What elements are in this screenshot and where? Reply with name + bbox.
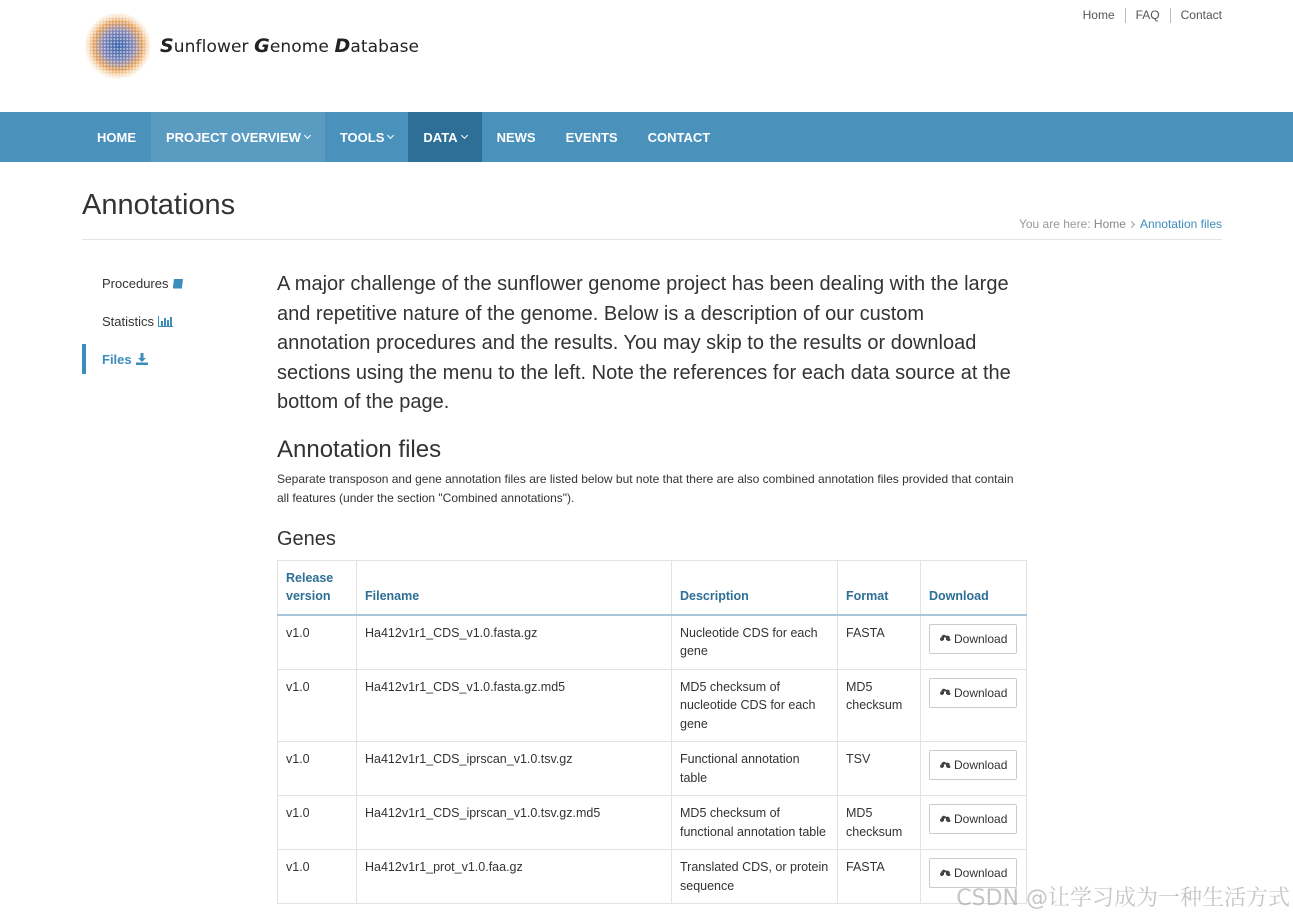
nav-project-overview[interactable]: PROJECT OVERVIEW <box>151 112 325 162</box>
main-nav <box>82 112 725 162</box>
download-icon <box>136 353 148 365</box>
breadcrumb-current[interactable]: Annotation files <box>1139 217 1222 231</box>
breadcrumb <box>1019 217 1222 231</box>
book-icon <box>172 278 184 289</box>
cell-format: MD5 checksum <box>838 796 921 850</box>
main-navbar <box>0 112 1293 162</box>
download-button-label: Download <box>954 812 1008 826</box>
chevron-down-icon <box>304 131 311 138</box>
cloud-download-icon <box>939 633 951 644</box>
cloud-download-icon <box>939 814 951 825</box>
cell-release-version: v1.0 <box>278 615 357 670</box>
bar-chart-icon <box>158 316 173 327</box>
cloud-download-icon <box>939 687 951 698</box>
table-row <box>278 742 1027 796</box>
table-row <box>278 850 1027 904</box>
nav-tools[interactable]: TOOLS <box>325 112 409 162</box>
nav-news[interactable]: NEWS <box>496 129 536 145</box>
cell-download <box>921 615 1027 670</box>
breadcrumb-prefix: You are here: <box>1018 217 1091 231</box>
site-logo[interactable] <box>84 12 419 80</box>
cell-description: Functional annotation table <box>672 742 838 796</box>
cell-release-version: v1.0 <box>278 796 357 850</box>
table-row <box>278 669 1027 742</box>
side-item-statistics[interactable] <box>82 306 242 336</box>
table-header-row <box>278 560 1027 615</box>
cell-description: MD5 checksum of functional annotation table <box>672 796 838 850</box>
col-release-version: Release version <box>278 560 357 615</box>
download-button-label: Download <box>954 631 1008 646</box>
cell-filename: Ha412v1r1_CDS_v1.0.fasta.gz <box>357 615 672 670</box>
cell-download <box>921 742 1027 796</box>
nav-contact[interactable]: CONTACT <box>647 129 711 145</box>
intro-paragraph: A major challenge of the sunflower genome project has been dealing with the large and repetitive nature of the genome. Below is a description of our custom annotation procedures and the results. You may skip to the results or download sections using the menu to the left. Note the references for each data source at the bottom of the page. <box>277 273 1011 413</box>
side-item-files[interactable] <box>82 344 242 374</box>
cell-download <box>921 796 1027 850</box>
subsection-title: Genes <box>277 527 336 550</box>
download-button-label: Download <box>954 758 1008 772</box>
side-item-label: Statistics <box>102 313 155 329</box>
breadcrumb-home[interactable]: Home <box>1093 217 1126 231</box>
site-name: Sunflower Genome Database <box>160 35 420 57</box>
section-title: Annotation files <box>277 435 442 463</box>
top-link-contact[interactable]: Contact <box>1170 8 1222 23</box>
side-menu <box>82 268 242 382</box>
header-divider <box>82 239 1222 240</box>
download-button-label: Download <box>954 685 1008 700</box>
cell-format: MD5 checksum <box>838 669 921 742</box>
cell-filename: Ha412v1r1_prot_v1.0.faa.gz <box>357 850 672 904</box>
cell-format: FASTA <box>838 615 921 670</box>
main-content <box>277 270 1027 904</box>
side-item-procedures[interactable] <box>82 268 242 298</box>
chevron-down-icon <box>461 131 468 138</box>
utility-links <box>1073 8 1222 23</box>
download-button[interactable] <box>929 804 1017 834</box>
cell-format: FASTA <box>838 850 921 904</box>
chevron-down-icon <box>387 131 394 138</box>
col-filename: Filename <box>357 560 672 615</box>
nav-events[interactable]: EVENTS <box>565 129 618 145</box>
top-link-faq[interactable]: FAQ <box>1125 8 1170 23</box>
table-row <box>278 796 1027 850</box>
page-title: Annotations <box>82 189 236 221</box>
nav-home[interactable]: HOME <box>97 129 136 145</box>
cell-description: Translated CDS, or protein sequence <box>672 850 838 904</box>
cloud-download-icon <box>939 760 951 771</box>
section-note: Separate transposon and gene annotation files are listed below but note that there are also combined annotation files provided that contain all features (under the section "Combined annotations"). <box>277 471 1014 505</box>
col-description: Description <box>672 560 838 615</box>
side-item-label: Files <box>102 351 132 367</box>
cell-release-version: v1.0 <box>278 669 357 742</box>
genes-table <box>277 560 1027 905</box>
cell-format: TSV <box>838 742 921 796</box>
cloud-download-icon <box>939 868 951 879</box>
download-button[interactable] <box>929 750 1017 780</box>
cell-filename: Ha412v1r1_CDS_iprscan_v1.0.tsv.gz.md5 <box>357 796 672 850</box>
download-button[interactable] <box>929 624 1017 654</box>
cell-release-version: v1.0 <box>278 742 357 796</box>
cell-release-version: v1.0 <box>278 850 357 904</box>
sunflower-logo-icon <box>84 12 152 80</box>
cell-description: Nucleotide CDS for each gene <box>672 615 838 670</box>
cell-filename: Ha412v1r1_CDS_iprscan_v1.0.tsv.gz <box>357 742 672 796</box>
chevron-right-icon <box>1128 221 1135 228</box>
top-link-home[interactable]: Home <box>1082 8 1115 22</box>
cell-filename: Ha412v1r1_CDS_v1.0.fasta.gz.md5 <box>357 669 672 742</box>
nav-data[interactable]: DATA <box>408 112 481 162</box>
cell-download <box>921 669 1027 742</box>
col-format: Format <box>838 560 921 615</box>
watermark: CSDN @让学习成为一种生活方式 <box>956 886 1290 911</box>
table-row <box>278 615 1027 670</box>
cell-description: MD5 checksum of nucleotide CDS for each gene <box>672 669 838 742</box>
download-button-label: Download <box>954 866 1008 880</box>
download-button[interactable] <box>929 678 1017 708</box>
side-item-label: Procedures <box>102 275 169 291</box>
col-download: Download <box>921 560 1027 615</box>
